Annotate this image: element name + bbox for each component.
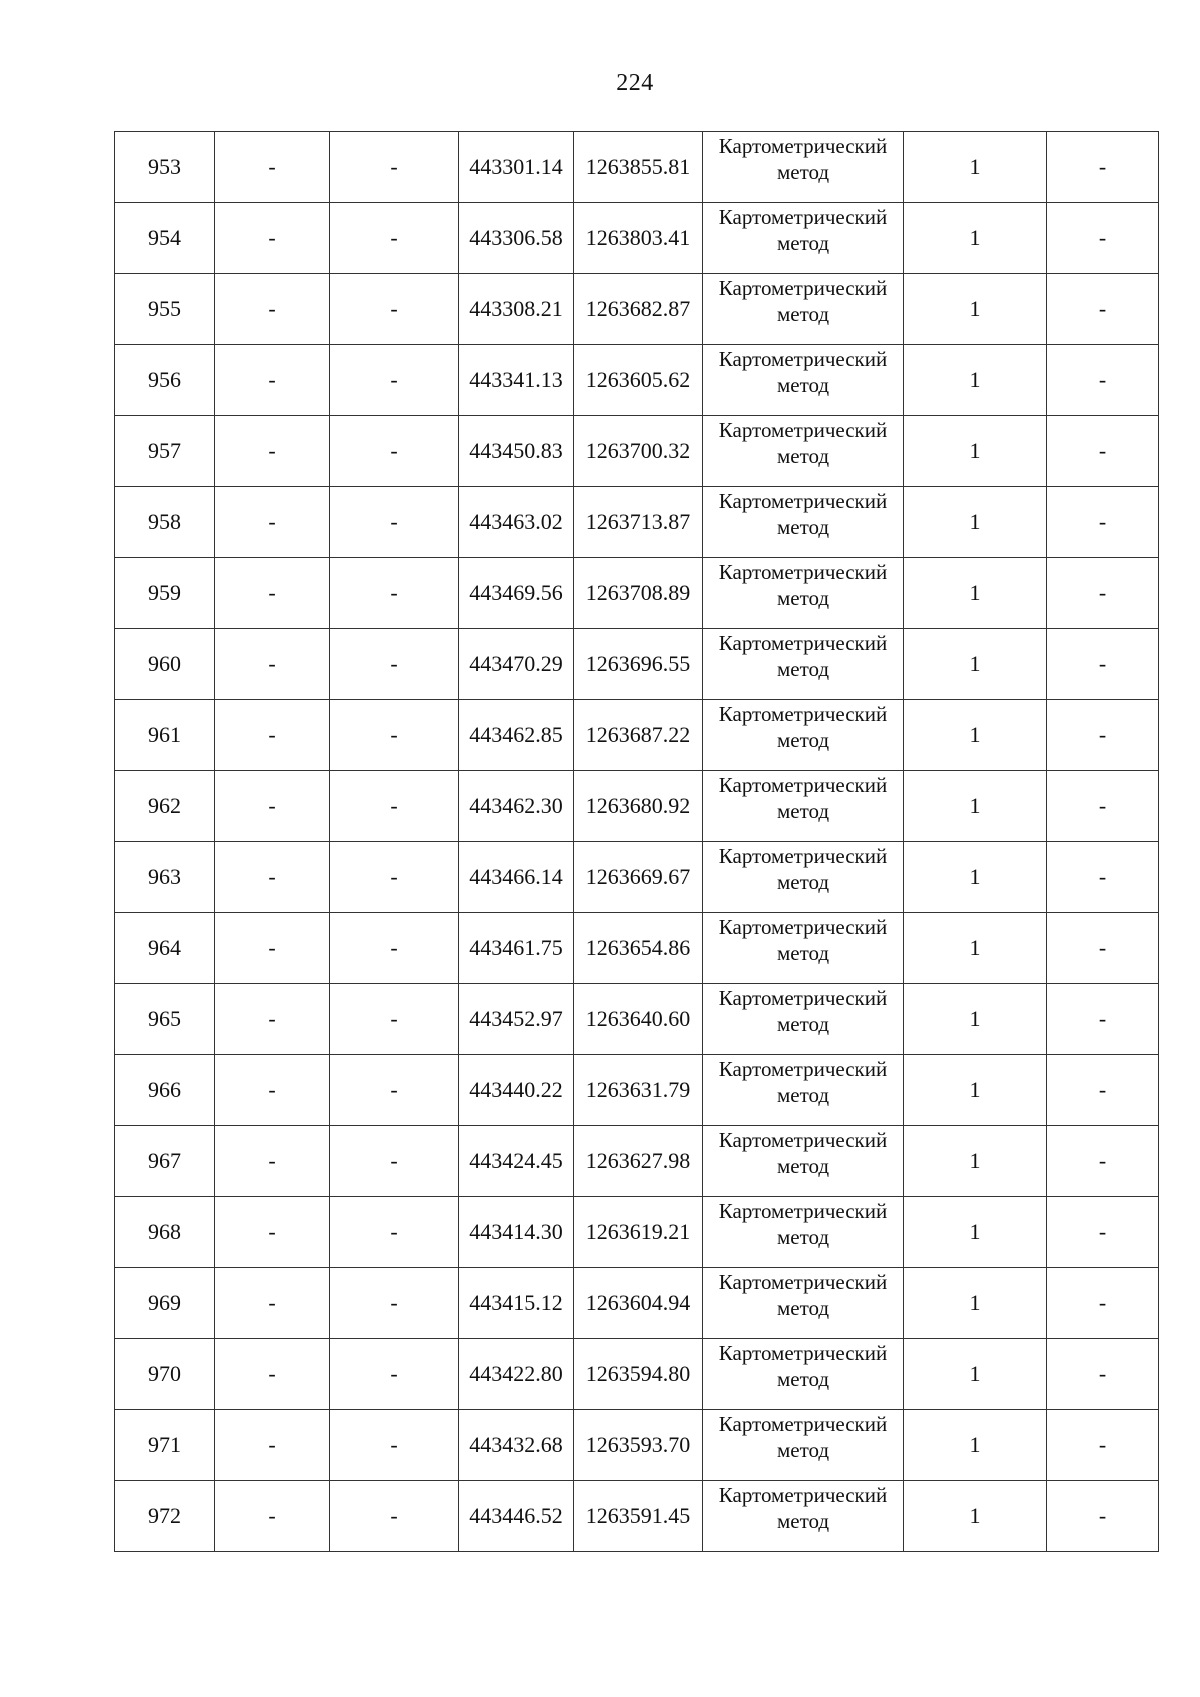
method-line-1: Картометрический <box>718 1483 888 1507</box>
x-coordinate-cell: 443308.21 <box>459 274 574 345</box>
dash-cell: - <box>1047 1126 1159 1197</box>
method-line-1: Картометрический <box>718 1341 888 1365</box>
y-coordinate-cell: 1263682.87 <box>574 274 703 345</box>
method-cell <box>703 1268 904 1339</box>
method-cell <box>703 842 904 913</box>
precision-cell: 1 <box>904 1268 1047 1339</box>
dash-cell: - <box>1047 1339 1159 1410</box>
point-number-cell: 965 <box>115 984 215 1055</box>
dash-cell: - <box>330 416 459 487</box>
point-number-cell: 970 <box>115 1339 215 1410</box>
dash-cell: - <box>215 1197 330 1268</box>
dash-cell: - <box>330 984 459 1055</box>
dash-cell: - <box>1047 345 1159 416</box>
method-line-2: метод <box>776 1438 830 1462</box>
method-line-1: Картометрический <box>718 773 888 797</box>
point-number-cell: 962 <box>115 771 215 842</box>
x-coordinate-cell: 443306.58 <box>459 203 574 274</box>
dash-cell: - <box>1047 984 1159 1055</box>
y-coordinate-cell: 1263803.41 <box>574 203 703 274</box>
method-line-1: Картометрический <box>718 702 888 726</box>
table-row <box>115 132 1159 203</box>
dash-cell: - <box>215 487 330 558</box>
precision-cell: 1 <box>904 913 1047 984</box>
dash-cell: - <box>1047 842 1159 913</box>
method-line-1: Картометрический <box>718 560 888 584</box>
y-coordinate-cell: 1263594.80 <box>574 1339 703 1410</box>
method-line-1: Картометрический <box>718 347 888 371</box>
method-line-1: Картометрический <box>718 134 888 158</box>
table-row <box>115 1197 1159 1268</box>
dash-cell: - <box>215 345 330 416</box>
method-line-2: метод <box>776 231 830 255</box>
coordinates-table <box>114 131 1159 1552</box>
method-cell <box>703 1055 904 1126</box>
table-row <box>115 771 1159 842</box>
method-line-2: метод <box>776 1012 830 1036</box>
dash-cell: - <box>215 416 330 487</box>
method-cell <box>703 1481 904 1552</box>
precision-cell: 1 <box>904 842 1047 913</box>
method-cell <box>703 274 904 345</box>
dash-cell: - <box>1047 700 1159 771</box>
y-coordinate-cell: 1263640.60 <box>574 984 703 1055</box>
dash-cell: - <box>330 1481 459 1552</box>
y-coordinate-cell: 1263591.45 <box>574 1481 703 1552</box>
y-coordinate-cell: 1263654.86 <box>574 913 703 984</box>
point-number-cell: 968 <box>115 1197 215 1268</box>
y-coordinate-cell: 1263696.55 <box>574 629 703 700</box>
point-number-cell: 972 <box>115 1481 215 1552</box>
y-coordinate-cell: 1263631.79 <box>574 1055 703 1126</box>
y-coordinate-cell: 1263700.32 <box>574 416 703 487</box>
y-coordinate-cell: 1263708.89 <box>574 558 703 629</box>
x-coordinate-cell: 443415.12 <box>459 1268 574 1339</box>
dash-cell: - <box>215 1410 330 1481</box>
method-line-2: метод <box>776 302 830 326</box>
point-number-cell: 956 <box>115 345 215 416</box>
method-line-1: Картометрический <box>718 1270 888 1294</box>
method-cell <box>703 487 904 558</box>
precision-cell: 1 <box>904 132 1047 203</box>
dash-cell: - <box>215 771 330 842</box>
precision-cell: 1 <box>904 558 1047 629</box>
method-cell <box>703 203 904 274</box>
x-coordinate-cell: 443470.29 <box>459 629 574 700</box>
x-coordinate-cell: 443432.68 <box>459 1410 574 1481</box>
precision-cell: 1 <box>904 1481 1047 1552</box>
precision-cell: 1 <box>904 1339 1047 1410</box>
point-number-cell: 960 <box>115 629 215 700</box>
precision-cell: 1 <box>904 1197 1047 1268</box>
method-line-2: метод <box>776 1296 830 1320</box>
dash-cell: - <box>330 1126 459 1197</box>
point-number-cell: 958 <box>115 487 215 558</box>
method-line-1: Картометрический <box>718 986 888 1010</box>
method-line-2: метод <box>776 728 830 752</box>
method-cell <box>703 629 904 700</box>
dash-cell: - <box>330 629 459 700</box>
method-line-2: метод <box>776 1225 830 1249</box>
dash-cell: - <box>1047 1055 1159 1126</box>
y-coordinate-cell: 1263687.22 <box>574 700 703 771</box>
dash-cell: - <box>330 1197 459 1268</box>
method-cell <box>703 913 904 984</box>
dash-cell: - <box>215 203 330 274</box>
table-body <box>115 132 1159 1552</box>
precision-cell: 1 <box>904 345 1047 416</box>
table-row <box>115 629 1159 700</box>
precision-cell: 1 <box>904 984 1047 1055</box>
y-coordinate-cell: 1263680.92 <box>574 771 703 842</box>
x-coordinate-cell: 443463.02 <box>459 487 574 558</box>
dash-cell: - <box>215 1268 330 1339</box>
dash-cell: - <box>215 984 330 1055</box>
precision-cell: 1 <box>904 771 1047 842</box>
method-line-2: метод <box>776 160 830 184</box>
method-line-1: Картометрический <box>718 418 888 442</box>
table-row <box>115 416 1159 487</box>
x-coordinate-cell: 443414.30 <box>459 1197 574 1268</box>
dash-cell: - <box>330 913 459 984</box>
x-coordinate-cell: 443462.85 <box>459 700 574 771</box>
dash-cell: - <box>1047 1410 1159 1481</box>
dash-cell: - <box>215 629 330 700</box>
x-coordinate-cell: 443301.14 <box>459 132 574 203</box>
table-row <box>115 274 1159 345</box>
point-number-cell: 967 <box>115 1126 215 1197</box>
method-line-1: Картометрический <box>718 489 888 513</box>
dash-cell: - <box>1047 558 1159 629</box>
point-number-cell: 955 <box>115 274 215 345</box>
x-coordinate-cell: 443446.52 <box>459 1481 574 1552</box>
method-line-2: метод <box>776 941 830 965</box>
dash-cell: - <box>215 700 330 771</box>
dash-cell: - <box>1047 771 1159 842</box>
table-row <box>115 1410 1159 1481</box>
dash-cell: - <box>215 1481 330 1552</box>
point-number-cell: 966 <box>115 1055 215 1126</box>
method-line-2: метод <box>776 799 830 823</box>
x-coordinate-cell: 443450.83 <box>459 416 574 487</box>
dash-cell: - <box>1047 1268 1159 1339</box>
y-coordinate-cell: 1263627.98 <box>574 1126 703 1197</box>
dash-cell: - <box>330 1055 459 1126</box>
table-row <box>115 558 1159 629</box>
point-number-cell: 969 <box>115 1268 215 1339</box>
x-coordinate-cell: 443469.56 <box>459 558 574 629</box>
y-coordinate-cell: 1263855.81 <box>574 132 703 203</box>
table-row <box>115 984 1159 1055</box>
table-row <box>115 1126 1159 1197</box>
precision-cell: 1 <box>904 274 1047 345</box>
dash-cell: - <box>215 913 330 984</box>
precision-cell: 1 <box>904 629 1047 700</box>
point-number-cell: 957 <box>115 416 215 487</box>
precision-cell: 1 <box>904 700 1047 771</box>
point-number-cell: 953 <box>115 132 215 203</box>
table-row <box>115 487 1159 558</box>
dash-cell: - <box>215 1126 330 1197</box>
method-cell <box>703 1197 904 1268</box>
dash-cell: - <box>215 1055 330 1126</box>
method-cell <box>703 1126 904 1197</box>
dash-cell: - <box>1047 1197 1159 1268</box>
x-coordinate-cell: 443466.14 <box>459 842 574 913</box>
dash-cell: - <box>1047 203 1159 274</box>
point-number-cell: 971 <box>115 1410 215 1481</box>
table-row <box>115 1055 1159 1126</box>
method-cell <box>703 1339 904 1410</box>
dash-cell: - <box>215 842 330 913</box>
dash-cell: - <box>1047 487 1159 558</box>
precision-cell: 1 <box>904 416 1047 487</box>
page-number: 224 <box>616 70 654 96</box>
method-cell <box>703 345 904 416</box>
x-coordinate-cell: 443341.13 <box>459 345 574 416</box>
dash-cell: - <box>330 558 459 629</box>
dash-cell: - <box>330 700 459 771</box>
table-row <box>115 1268 1159 1339</box>
method-line-1: Картометрический <box>718 205 888 229</box>
method-cell <box>703 1410 904 1481</box>
x-coordinate-cell: 443461.75 <box>459 913 574 984</box>
method-line-2: метод <box>776 373 830 397</box>
precision-cell: 1 <box>904 203 1047 274</box>
dash-cell: - <box>215 1339 330 1410</box>
dash-cell: - <box>330 274 459 345</box>
method-line-2: метод <box>776 657 830 681</box>
table-row <box>115 345 1159 416</box>
precision-cell: 1 <box>904 1126 1047 1197</box>
precision-cell: 1 <box>904 487 1047 558</box>
y-coordinate-cell: 1263669.67 <box>574 842 703 913</box>
method-line-2: метод <box>776 870 830 894</box>
dash-cell: - <box>1047 629 1159 700</box>
y-coordinate-cell: 1263713.87 <box>574 487 703 558</box>
precision-cell: 1 <box>904 1055 1047 1126</box>
dash-cell: - <box>1047 132 1159 203</box>
dash-cell: - <box>215 558 330 629</box>
method-cell <box>703 416 904 487</box>
dash-cell: - <box>330 842 459 913</box>
dash-cell: - <box>330 132 459 203</box>
method-line-1: Картометрический <box>718 1057 888 1081</box>
x-coordinate-cell: 443422.80 <box>459 1339 574 1410</box>
method-line-2: метод <box>776 444 830 468</box>
y-coordinate-cell: 1263619.21 <box>574 1197 703 1268</box>
x-coordinate-cell: 443452.97 <box>459 984 574 1055</box>
y-coordinate-cell: 1263605.62 <box>574 345 703 416</box>
method-line-2: метод <box>776 586 830 610</box>
method-cell <box>703 132 904 203</box>
method-line-1: Картометрический <box>718 276 888 300</box>
method-cell <box>703 558 904 629</box>
dash-cell: - <box>330 345 459 416</box>
dash-cell: - <box>330 1339 459 1410</box>
point-number-cell: 963 <box>115 842 215 913</box>
method-line-1: Картометрический <box>718 915 888 939</box>
x-coordinate-cell: 443440.22 <box>459 1055 574 1126</box>
point-number-cell: 964 <box>115 913 215 984</box>
table-row <box>115 700 1159 771</box>
method-line-2: метод <box>776 1083 830 1107</box>
method-line-2: метод <box>776 1154 830 1178</box>
dash-cell: - <box>1047 416 1159 487</box>
dash-cell: - <box>330 1268 459 1339</box>
dash-cell: - <box>215 274 330 345</box>
method-cell <box>703 771 904 842</box>
precision-cell: 1 <box>904 1410 1047 1481</box>
point-number-cell: 954 <box>115 203 215 274</box>
method-line-2: метод <box>776 1509 830 1533</box>
method-line-1: Картометрический <box>718 1199 888 1223</box>
point-number-cell: 961 <box>115 700 215 771</box>
dash-cell: - <box>330 1410 459 1481</box>
method-line-1: Картометрический <box>718 1412 888 1436</box>
x-coordinate-cell: 443424.45 <box>459 1126 574 1197</box>
method-cell <box>703 700 904 771</box>
method-line-1: Картометрический <box>718 631 888 655</box>
dash-cell: - <box>1047 913 1159 984</box>
point-number-cell: 959 <box>115 558 215 629</box>
method-line-2: метод <box>776 515 830 539</box>
method-line-1: Картометрический <box>718 844 888 868</box>
dash-cell: - <box>215 132 330 203</box>
dash-cell: - <box>1047 1481 1159 1552</box>
y-coordinate-cell: 1263593.70 <box>574 1410 703 1481</box>
dash-cell: - <box>330 487 459 558</box>
y-coordinate-cell: 1263604.94 <box>574 1268 703 1339</box>
dash-cell: - <box>330 203 459 274</box>
table-row <box>115 203 1159 274</box>
method-line-2: метод <box>776 1367 830 1391</box>
x-coordinate-cell: 443462.30 <box>459 771 574 842</box>
method-cell <box>703 984 904 1055</box>
table-row <box>115 1481 1159 1552</box>
dash-cell: - <box>330 771 459 842</box>
table-row <box>115 842 1159 913</box>
method-line-1: Картометрический <box>718 1128 888 1152</box>
dash-cell: - <box>1047 274 1159 345</box>
table-row <box>115 1339 1159 1410</box>
table-row <box>115 913 1159 984</box>
